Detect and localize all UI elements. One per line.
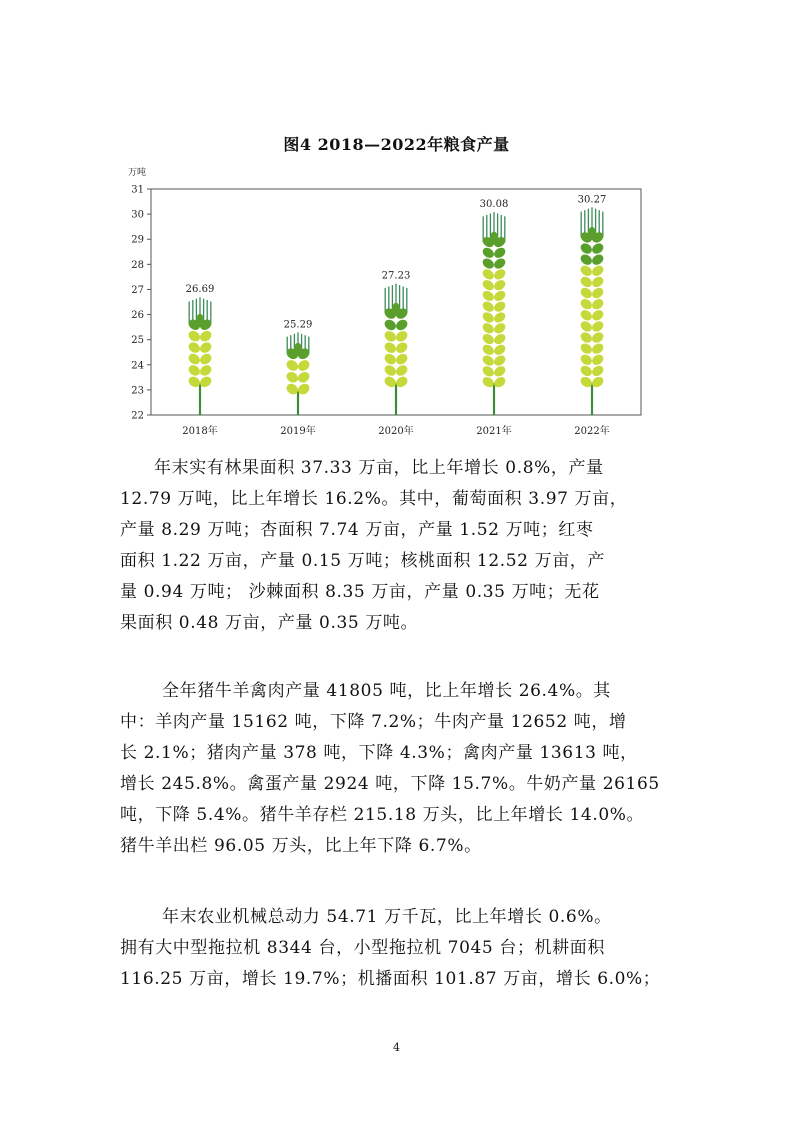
- x-tick-label: 2022年: [574, 426, 610, 437]
- wheat-kernel: [492, 278, 507, 292]
- data-label: 30.27: [577, 194, 607, 206]
- wheat-kernel: [590, 241, 605, 256]
- wheat-kernel: [590, 252, 605, 267]
- wheat-kernel: [492, 332, 507, 346]
- data-label: 26.69: [185, 284, 215, 296]
- wheat-bar: [578, 194, 607, 415]
- wheat-kernel: [579, 286, 594, 301]
- wheat-kernel-top: [392, 303, 400, 316]
- paragraph-livestock: [120, 676, 675, 862]
- y-tick-label: 23: [131, 385, 144, 397]
- x-tick-label: 2019年: [280, 426, 316, 437]
- text-line: 全年猪牛羊禽肉产量 41805 吨，比上年增长 26.4%。其: [162, 681, 611, 701]
- wheat-kernel: [590, 308, 605, 323]
- paragraph-orchard: [120, 453, 675, 639]
- y-tick-label: 31: [131, 184, 144, 196]
- wheat-kernel: [492, 321, 507, 335]
- wheat-kernel: [481, 278, 496, 292]
- wheat-kernel: [590, 341, 605, 356]
- wheat-kernel: [579, 297, 594, 312]
- wheat-kernel: [492, 364, 507, 378]
- wheat-kernel: [383, 363, 398, 378]
- wheat-bar: [284, 319, 313, 415]
- wheat-kernel: [590, 364, 605, 379]
- wheat-kernel: [481, 267, 496, 281]
- wheat-kernel: [492, 267, 507, 281]
- wheat-kernel: [590, 264, 605, 279]
- wheat-kernel: [579, 264, 594, 279]
- grain-production-chart: [100, 160, 660, 442]
- wheat-kernel: [481, 332, 496, 346]
- wheat-kernel: [394, 329, 409, 344]
- wheat-kernel-top: [588, 227, 596, 240]
- text-line: 增长 245.8%。禽蛋产量 2924 吨，下降 15.7%。牛奶产量 26165: [120, 774, 660, 794]
- wheat-kernel: [187, 340, 202, 355]
- text-line: 拥有大中型拖拉机 8344 台，小型拖拉机 7045 台；机耕面积: [120, 938, 605, 958]
- wheat-bar: [382, 271, 411, 415]
- text-line: 猪牛羊出栏 96.05 万头，比上年下降 6.7%。: [120, 836, 482, 856]
- wheat-kernel: [284, 370, 300, 385]
- text-line: 面积 1.22 万亩，产量 0.15 万吨；核桃面积 12.52 万亩，产: [120, 551, 605, 571]
- wheat-kernel: [284, 358, 300, 373]
- wheat-kernel: [579, 330, 594, 345]
- y-tick-label: 28: [131, 259, 144, 271]
- y-tick-label: 30: [131, 209, 144, 221]
- wheat-kernel: [198, 352, 213, 367]
- data-label: 30.08: [479, 199, 509, 211]
- wheat-kernel: [481, 256, 496, 270]
- wheat-kernel: [579, 352, 594, 367]
- wheat-kernel: [492, 300, 507, 314]
- data-label: 27.23: [381, 270, 411, 282]
- wheat-kernel: [579, 252, 594, 267]
- wheat-kernel: [296, 358, 312, 373]
- x-tick-label: 2020年: [378, 426, 414, 437]
- wheat-kernel: [590, 275, 605, 290]
- wheat-kernel: [383, 318, 398, 333]
- wheat-kernel: [579, 308, 594, 323]
- text-line: 产量 8.29 万吨；杏面积 7.74 万亩，产量 1.52 万吨；红枣: [120, 520, 594, 540]
- wheat-bar: [186, 284, 215, 415]
- figure-title: 图4 2018—2022年粮食产量: [283, 135, 510, 154]
- wheat-kernel: [590, 286, 605, 301]
- paragraph-machinery: [120, 902, 675, 995]
- wheat-kernel: [481, 353, 496, 367]
- wheat-kernel: [579, 364, 594, 379]
- text-line: 量 0.94 万吨； 沙棘面积 8.35 万亩，产量 0.35 万吨；无花: [120, 582, 600, 602]
- wheat-kernel: [481, 300, 496, 314]
- data-label: 25.29: [283, 319, 313, 331]
- wheat-kernel: [394, 363, 409, 378]
- wheat-kernel: [383, 329, 398, 344]
- x-axis: [182, 424, 609, 437]
- wheat-kernel: [394, 352, 409, 367]
- wheat-kernel-top: [294, 343, 302, 356]
- wheat-kernel: [492, 246, 507, 260]
- wheat-kernel: [579, 341, 594, 356]
- text-line: 年末实有林果面积 37.33 万亩，比上年增长 0.8%，产量: [154, 458, 604, 478]
- wheat-bars: [186, 194, 607, 415]
- wheat-kernel: [394, 340, 409, 355]
- wheat-kernel: [590, 319, 605, 334]
- wheat-bar: [480, 199, 509, 415]
- wheat-kernel: [187, 352, 202, 367]
- y-tick-label: 24: [131, 360, 144, 372]
- wheat-kernel: [394, 318, 409, 333]
- wheat-kernel-top: [490, 232, 498, 245]
- wheat-kernel: [579, 319, 594, 334]
- y-tick-label: 26: [131, 310, 144, 322]
- wheat-kernel: [296, 370, 312, 385]
- wheat-kernel: [187, 329, 202, 344]
- text-line: 果面积 0.48 万亩，产量 0.35 万吨。: [120, 613, 419, 633]
- wheat-kernel: [481, 310, 496, 324]
- wheat-kernel: [590, 352, 605, 367]
- wheat-kernel: [383, 340, 398, 355]
- text-line: 吨，下降 5.4%。猪牛羊存栏 215.18 万头，比上年增长 14.0%。: [120, 805, 645, 825]
- y-tick-label: 25: [131, 335, 144, 347]
- wheat-kernel: [187, 363, 202, 378]
- wheat-kernel: [492, 310, 507, 324]
- y-axis: [131, 185, 151, 422]
- wheat-kernel: [492, 256, 507, 270]
- wheat-kernel-top: [196, 314, 204, 327]
- wheat-kernel: [198, 329, 213, 344]
- y-tick-label: 29: [131, 234, 144, 246]
- wheat-kernel: [481, 321, 496, 335]
- wheat-kernel: [492, 289, 507, 303]
- wheat-kernel: [481, 364, 496, 378]
- text-line: 116.25 万亩，增长 19.7%；机播面积 101.87 万亩，增长 6.0%；: [120, 969, 661, 989]
- y-tick-label: 27: [131, 284, 144, 296]
- wheat-kernel: [579, 241, 594, 256]
- y-tick-label: 22: [131, 410, 144, 422]
- text-line: 中：羊肉产量 15162 吨，下降 7.2%；牛肉产量 12652 吨，增: [120, 712, 627, 732]
- text-line: 年末农业机械总动力 54.71 万千瓦，比上年增长 0.6%。: [162, 907, 612, 927]
- wheat-kernel: [198, 340, 213, 355]
- x-tick-label: 2021年: [476, 426, 512, 437]
- wheat-kernel: [481, 289, 496, 303]
- wheat-kernel: [590, 330, 605, 345]
- y-axis-unit-label: 万吨: [128, 168, 147, 178]
- wheat-kernel: [492, 343, 507, 357]
- page-number: 4: [393, 1041, 400, 1054]
- x-tick-label: 2018年: [182, 426, 218, 437]
- text-line: 12.79 万吨，比上年增长 16.2%。其中，葡萄面积 3.97 万亩，: [120, 489, 628, 509]
- wheat-kernel: [481, 246, 496, 260]
- wheat-kernel: [492, 353, 507, 367]
- text-line: 长 2.1%；猪肉产量 378 吨，下降 4.3%；禽肉产量 13613 吨，: [120, 743, 638, 763]
- wheat-kernel: [579, 275, 594, 290]
- wheat-kernel: [198, 363, 213, 378]
- wheat-kernel: [383, 352, 398, 367]
- wheat-kernel: [590, 297, 605, 312]
- wheat-kernel: [481, 343, 496, 357]
